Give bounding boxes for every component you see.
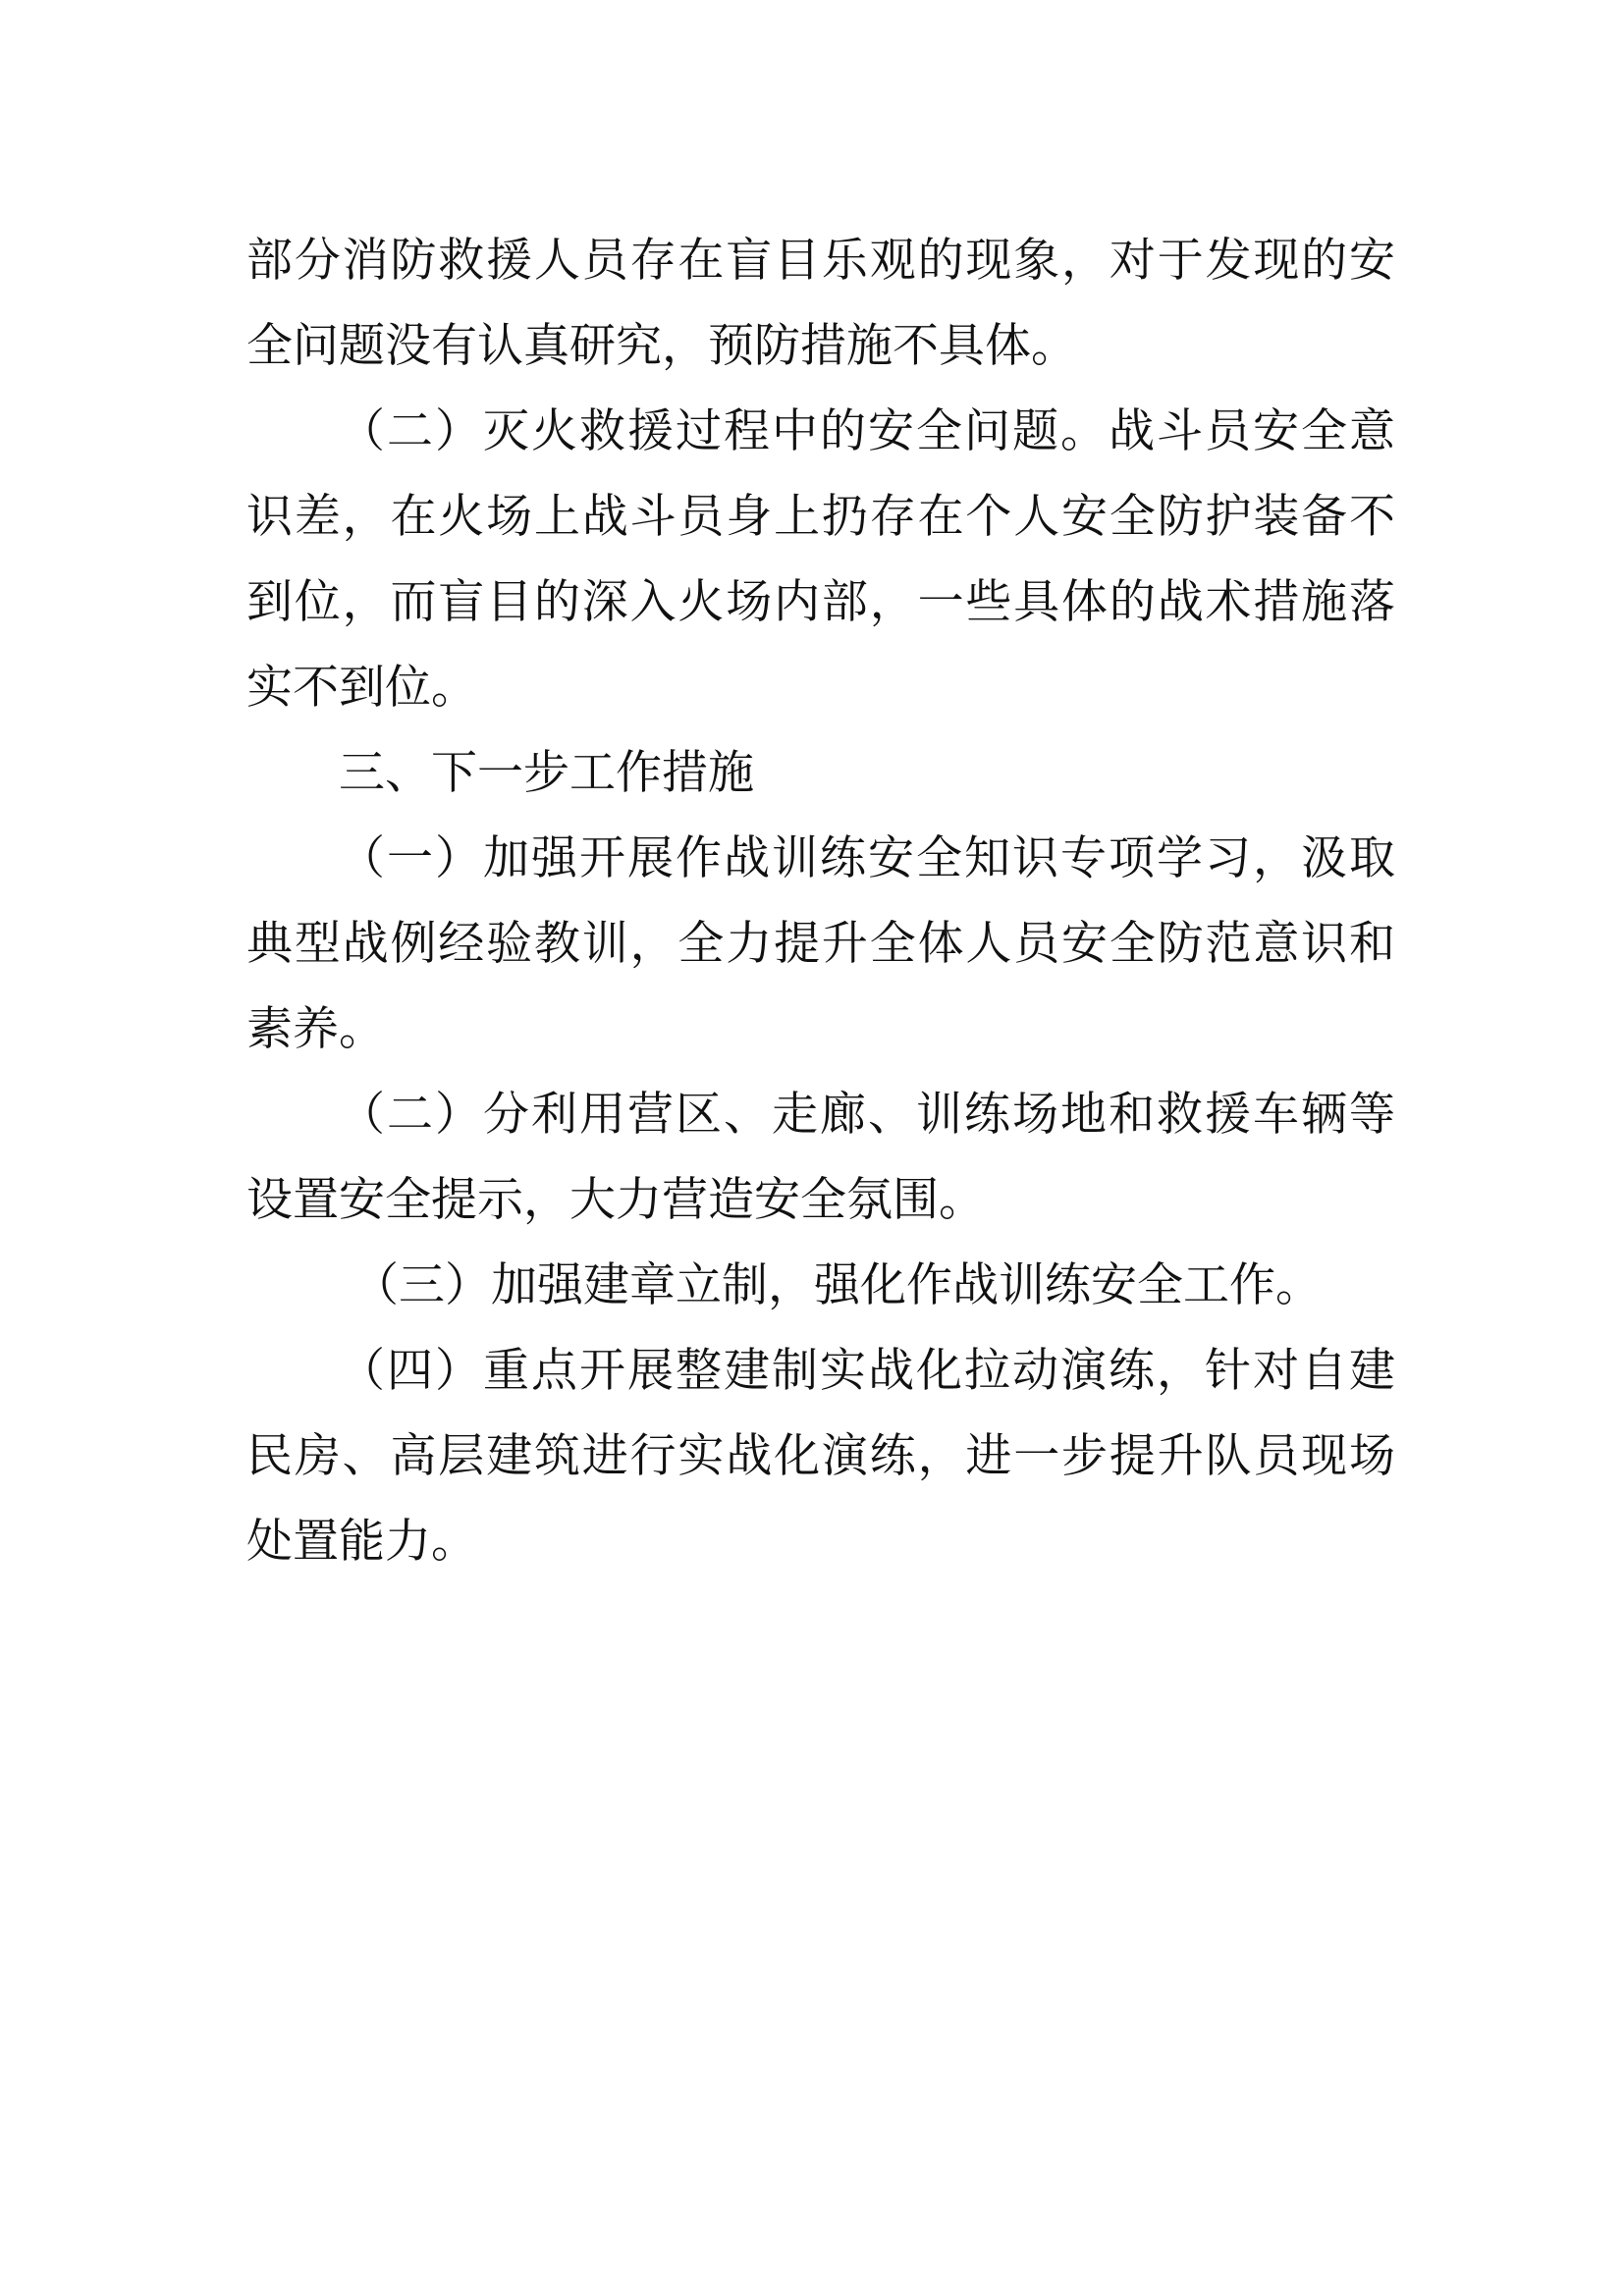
paragraph-continuation: 部分消防救援人员存在盲目乐观的现象，对于发现的安全问题没有认真研究，预防措施不具体。 [246, 234, 1395, 373]
paragraph-measure-2: （二）分利用营区、走廊、训练场地和救援车辆等设置安全提示，大力营造安全氛围。 [246, 1088, 1395, 1227]
paragraph-item-2-firefighting-safety: （二）灭火救援过程中的安全问题。战斗员安全意识差，在火场上战斗员身上扔存在个人安全防护装备不到位，而盲目的深入火场内部，一些具体的战术措施落实不到位。 [246, 404, 1395, 715]
paragraph-measure-1: （一）加强开展作战训练安全知识专项学习，汲取典型战例经验教训，全力提升全体人员安全防范意识和素养。 [246, 831, 1395, 1056]
paragraph-measure-3: （三）加强建章立制，强化作战训练安全工作。 [352, 1258, 1322, 1312]
paragraph-measure-4: （四）重点开展整建制实战化拉动演练，针对自建民房、高层建筑进行实战化演练，进一步提升队员现场处置能力。 [246, 1344, 1395, 1569]
section-heading-next-steps: 三、下一步工作措施 [339, 746, 754, 800]
document-body [246, 218, 1395, 1584]
